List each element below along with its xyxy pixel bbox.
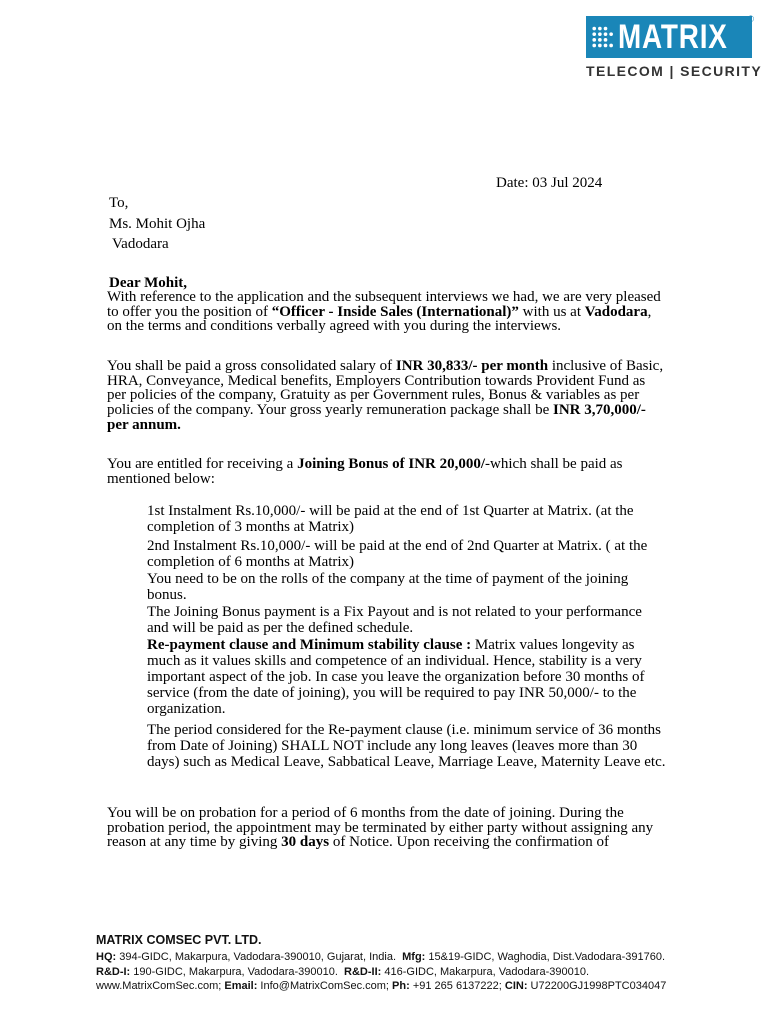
footer-rd2: 416-GIDC, Makarpura, Vadodara-390010. (381, 965, 590, 978)
paragraph-probation (107, 806, 667, 850)
para1-text-1: With reference to the application and the subsequent interviews we had, we are very pleased to offer you the position of (107, 289, 661, 320)
salutation: Dear Mohit, (109, 275, 188, 291)
bonus-item-6: The period considered for the Re-payment clause (i.e. minimum service of 36 months from Date of Joining) SHALL NOT include any long leaves (leaves more than 30 days) such as Medical Leave, Sabbatical Leave, Marriage Leave, Maternity Leave etc. (147, 722, 666, 770)
para3-text-1: You are entitled for receiving a (107, 456, 298, 472)
footer-cin: U72200GJ1998PTC034047 (527, 980, 667, 992)
monthly-salary: INR 30,833/- per month (395, 358, 549, 374)
bonus-item-1: 1st Instalment Rs.10,000/- will be paid at the end of 1st Quarter at Matrix. (at the completion of 3 months at Matrix) (147, 503, 634, 535)
footer-mfg-label: Mfg: (402, 951, 426, 963)
para1-text-3: , on the terms and conditions verbally agreed with you during the interviews. (107, 303, 652, 335)
paragraph-offer (107, 290, 667, 334)
para1-text-2: with us at (518, 303, 585, 320)
letter-to: To, (109, 195, 129, 211)
company-logo (586, 14, 763, 79)
logo-registered-mark: ® (747, 14, 754, 24)
para4-text-2: of Notice. Upon receiving the confirmation of (329, 834, 609, 851)
footer-rd2-label: R&D-II: (344, 965, 382, 978)
para2-text-1: You shall be paid a gross consolidated salary of (107, 358, 396, 374)
para2-text-2: inclusive of Basic, HRA, Conveyance, Medical benefits, Employers Contribution towards Provident Fund as per policies of the company, Gratuity as per Government rules, Bonus & variables as per policies of the company. Your gross yearly remuneration package shall be (107, 358, 664, 419)
footer-phone-label: Ph: (392, 980, 410, 992)
footer-mfg: 15&19-GIDC, Waghodia, Dist.Vadodara-391760. (425, 951, 666, 963)
repayment-clause-text: Matrix values longevity as much as it values skills and competence of an individual. Hence, stability is a very important aspect of the job. In case you leave the organization before 30 months of service (from the date of joining), you will be required to pay INR 50,000/- to the organization. (147, 637, 645, 717)
bonus-item-5 (147, 638, 667, 718)
letter-footer (96, 933, 666, 994)
logo-dots-icon (590, 19, 618, 55)
footer-hq-label: HQ: (96, 951, 117, 963)
footer-website: www.MatrixComSec.com; (96, 980, 222, 992)
letter-date: Date: 03 Jul 2024 (496, 175, 603, 191)
footer-rd1-label: R&D-I: (96, 965, 131, 978)
job-location: Vadodara (584, 303, 648, 320)
repayment-clause-heading: Re-payment clause and Minimum stability clause : (147, 637, 472, 653)
logo-box (586, 16, 752, 58)
recipient-city: Vadodara (112, 236, 169, 252)
para3-text-2: -which shall be paid as mentioned below: (107, 456, 623, 487)
bonus-item-3: You need to be on the rolls of the company at the time of payment of the joining bonus. (147, 571, 629, 603)
logo-brand: MATRIX (618, 18, 728, 56)
footer-email-label: Email: (224, 980, 258, 992)
footer-hq: 394-GIDC, Makarpura, Vadodara-390010, Gujarat, India. (116, 951, 397, 963)
footer-company-name: MATRIX COMSEC PVT. LTD. (96, 933, 262, 947)
notice-days: 30 days (281, 834, 330, 851)
bonus-item-4: The Joining Bonus payment is a Fix Payout and is not related to your performance and will be paid as per the defined schedule. (147, 604, 642, 636)
recipient-name: Ms. Mohit Ojha (109, 216, 206, 232)
footer-line-hq (96, 950, 666, 965)
footer-line-contact (96, 979, 666, 994)
footer-phone: +91 265 6137222; (409, 980, 502, 992)
footer-email: Info@MatrixComSec.com; (257, 980, 389, 992)
footer-cin-label: CIN: (504, 980, 528, 992)
bonus-item-2: 2nd Instalment Rs.10,000/- will be paid at the end of 2nd Quarter at Matrix. ( at the completion of 6 months at Matrix) (147, 538, 648, 570)
footer-rd1: 190-GIDC, Makarpura, Vadodara-390010. (130, 965, 338, 978)
position-title: “Officer - Inside Sales (International)” (271, 303, 519, 320)
paragraph-salary (107, 359, 667, 433)
paragraph-joining-bonus (107, 457, 667, 486)
logo-tagline: TELECOM | SECURITY (586, 63, 763, 79)
footer-line-rd (96, 965, 666, 980)
annual-package: INR 3,70,000/- per annum. (107, 402, 646, 433)
para4-text-1: You will be on probation for a period of 6 months from the date of joining. During the probation period, the appointment may be terminated by either party without assigning any reason at any time by giving (107, 805, 654, 851)
joining-bonus-amount: Joining Bonus of INR 20,000/ (297, 456, 486, 472)
